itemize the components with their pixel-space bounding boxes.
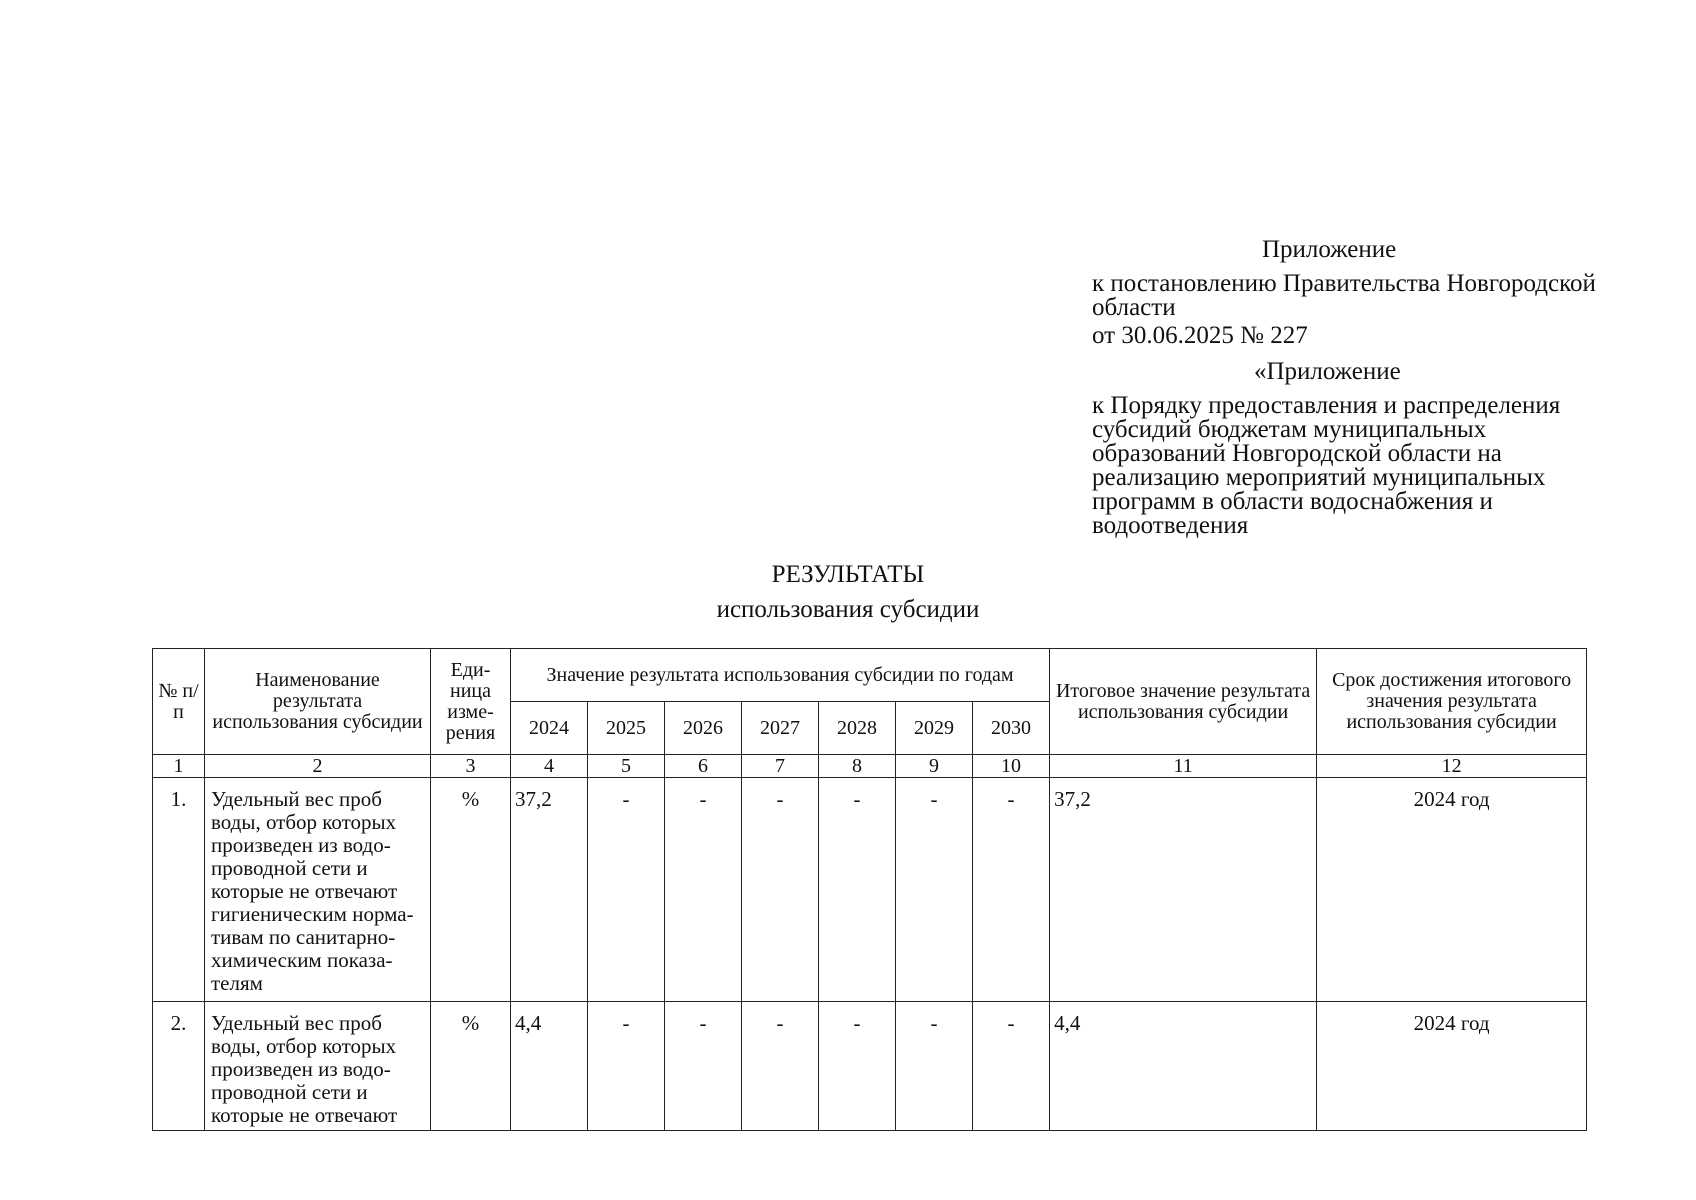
row-unit: % [431, 1002, 511, 1131]
appendix-caption: Приложение [1262, 236, 1397, 263]
row-deadline: 2024 год [1317, 778, 1587, 1002]
column-number: 10 [973, 755, 1050, 778]
appendix-date-number: от 30.06.2025 № 227 [1092, 322, 1308, 349]
column-numbers-row [153, 755, 1587, 778]
column-number: 5 [588, 755, 665, 778]
appendix-resolution: к постановлению Правительства Новгородской области [1092, 270, 1596, 321]
row-value: 37,2 [511, 778, 588, 1002]
header-name: Наименование результата использования субсидии [205, 649, 431, 755]
row-num: 1. [153, 778, 205, 1002]
row-value: - [588, 1002, 665, 1131]
column-number: 2 [205, 755, 431, 778]
column-number: 1 [153, 755, 205, 778]
column-number: 11 [1050, 755, 1317, 778]
header-year: 2025 [588, 702, 665, 755]
row-value: - [665, 778, 742, 1002]
header-deadline: Срок достижения итогового значения результата использования субсидии [1317, 649, 1587, 755]
appendix-caption-2: «Приложение [1254, 358, 1401, 385]
row-value: - [896, 1002, 973, 1131]
column-number: 9 [896, 755, 973, 778]
row-value: - [819, 778, 896, 1002]
header-year: 2026 [665, 702, 742, 755]
row-value: - [973, 778, 1050, 1002]
row-value: - [588, 778, 665, 1002]
column-number: 6 [665, 755, 742, 778]
column-number: 12 [1317, 755, 1587, 778]
header-year: 2030 [973, 702, 1050, 755]
row-deadline: 2024 год [1317, 1002, 1587, 1131]
row-value: - [896, 778, 973, 1002]
row-value: - [742, 1002, 819, 1131]
row-value: 4,4 [511, 1002, 588, 1131]
row-value: - [973, 1002, 1050, 1131]
row-num: 2. [153, 1002, 205, 1131]
table-row [153, 1002, 1587, 1131]
row-value: - [742, 778, 819, 1002]
header-year: 2024 [511, 702, 588, 755]
row-name: Удельный вес проб воды, отбор которых произведен из водо-проводной сети и которые не отвечают [205, 1002, 431, 1131]
column-number: 3 [431, 755, 511, 778]
column-number: 7 [742, 755, 819, 778]
row-total: 4,4 [1050, 1002, 1317, 1131]
header-num: № п/п [153, 649, 205, 755]
appendix-block [1092, 236, 1612, 542]
header-year: 2029 [896, 702, 973, 755]
row-name: Удельный вес проб воды, отбор которых произведен из водо-проводной сети и которые не отвечают гигиеническим норма-тивам по санитарно-химическим показа-телям [205, 778, 431, 1002]
header-values-group: Значение результата использования субсидии по годам [511, 649, 1050, 702]
row-total: 37,2 [1050, 778, 1317, 1002]
document-subtitle: использования субсидии [716, 596, 980, 623]
header-unit: Еди-ница изме-рения [431, 649, 511, 755]
column-number: 8 [819, 755, 896, 778]
header-year: 2027 [742, 702, 819, 755]
row-value: - [819, 1002, 896, 1131]
row-unit: % [431, 778, 511, 1002]
document-title: РЕЗУЛЬТАТЫ [771, 561, 925, 588]
header-year: 2028 [819, 702, 896, 755]
table-row [153, 778, 1587, 1002]
column-number: 4 [511, 755, 588, 778]
results-table [152, 648, 1587, 1131]
appendix-order: к Порядку предоставления и распределения субсидий бюджетам муниципальных образований Новгородской области на реализацию мероприятий муниципальных программ в области водоснабжения и водоотведения [1092, 392, 1561, 539]
header-total: Итоговое значение результата использования субсидии [1050, 649, 1317, 755]
row-value: - [665, 1002, 742, 1131]
